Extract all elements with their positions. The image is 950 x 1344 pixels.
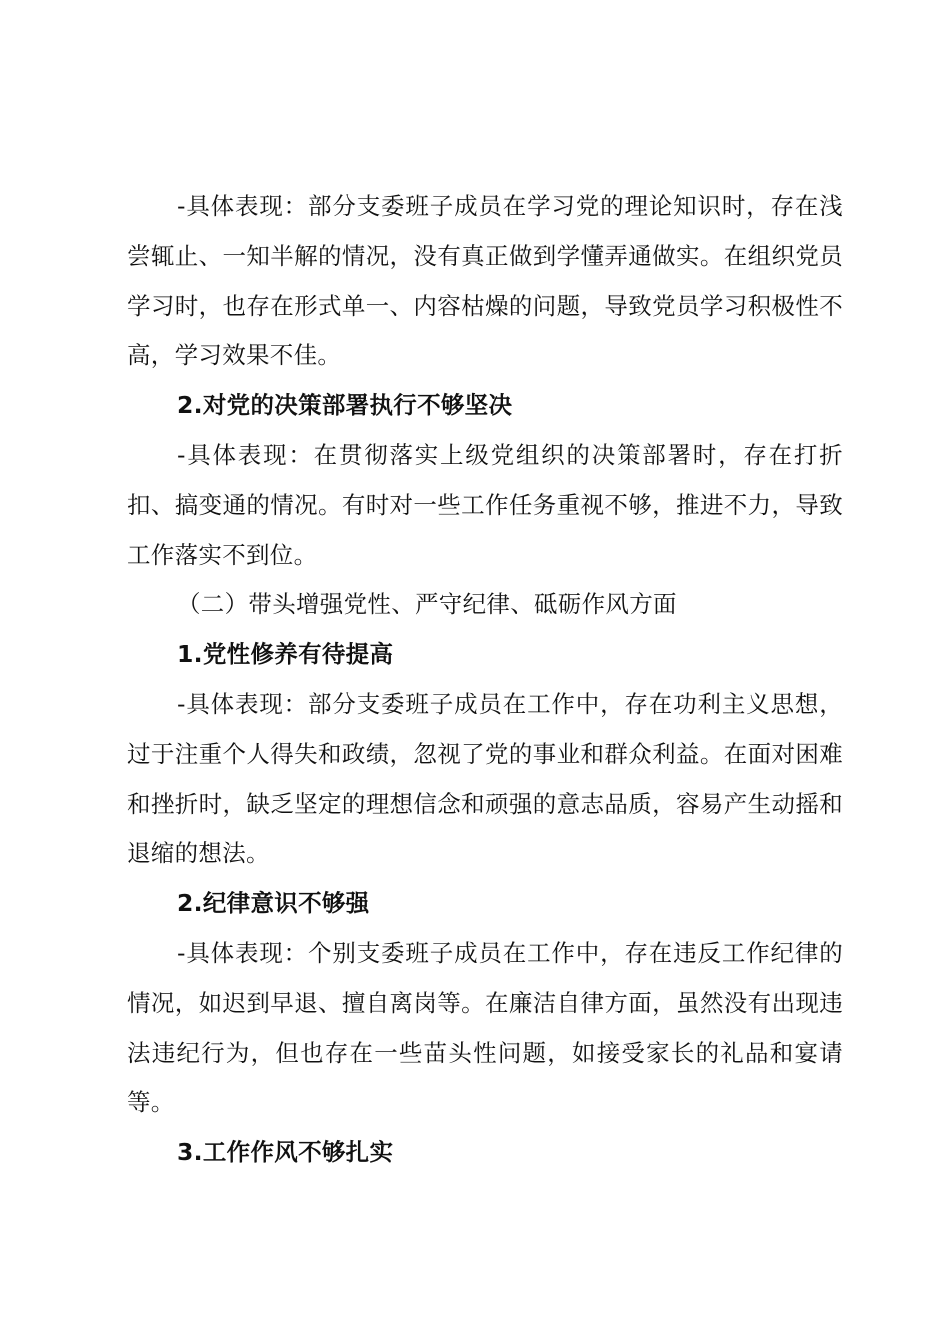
paragraph-discipline-performance: -具体表现：个别支委班子成员在工作中，存在违反工作纪律的情况，如迟到早退、擅自离岗等。在廉洁自律方面，虽然没有出现违法违纪行为，但也存在一些苗头性问题，如接受家长的礼品和宴请等。 — [127, 938, 843, 1117]
section-heading-party-spirit: （二）带头增强党性、严守纪律、砥砺作风方面 — [177, 590, 677, 619]
heading-party-cultivation: 1.党性修养有待提高 — [177, 640, 394, 669]
heading-decision-execution: 2.对党的决策部署执行不够坚决 — [177, 391, 513, 420]
paragraph-study-performance: -具体表现：部分支委班子成员在学习党的理论知识时，存在浅尝辄止、一知半解的情况，没有真正做到学懂弄通做实。在组织党员学习时，也存在形式单一、内容枯燥的问题，导致党员学习积极性不高，学习效果不佳。 — [127, 192, 843, 370]
heading-discipline-awareness: 2.纪律意识不够强 — [177, 889, 370, 918]
paragraph-cultivation-performance: -具体表现：部分支委班子成员在工作中，存在功利主义思想，过于注重个人得失和政绩，忽视了党的事业和群众利益。在面对困难和挫折时，缺乏坚定的理想信念和顽强的意志品质，容易产生动摇和退缩的想法。 — [127, 689, 843, 868]
document-body — [127, 182, 843, 1178]
paragraph-decision-performance: -具体表现：在贯彻落实上级党组织的决策部署时，存在打折扣、搞变通的情况。有时对一些工作任务重视不够，推进不力，导致工作落实不到位。 — [127, 440, 843, 569]
heading-work-style: 3.工作作风不够扎实 — [177, 1138, 394, 1167]
